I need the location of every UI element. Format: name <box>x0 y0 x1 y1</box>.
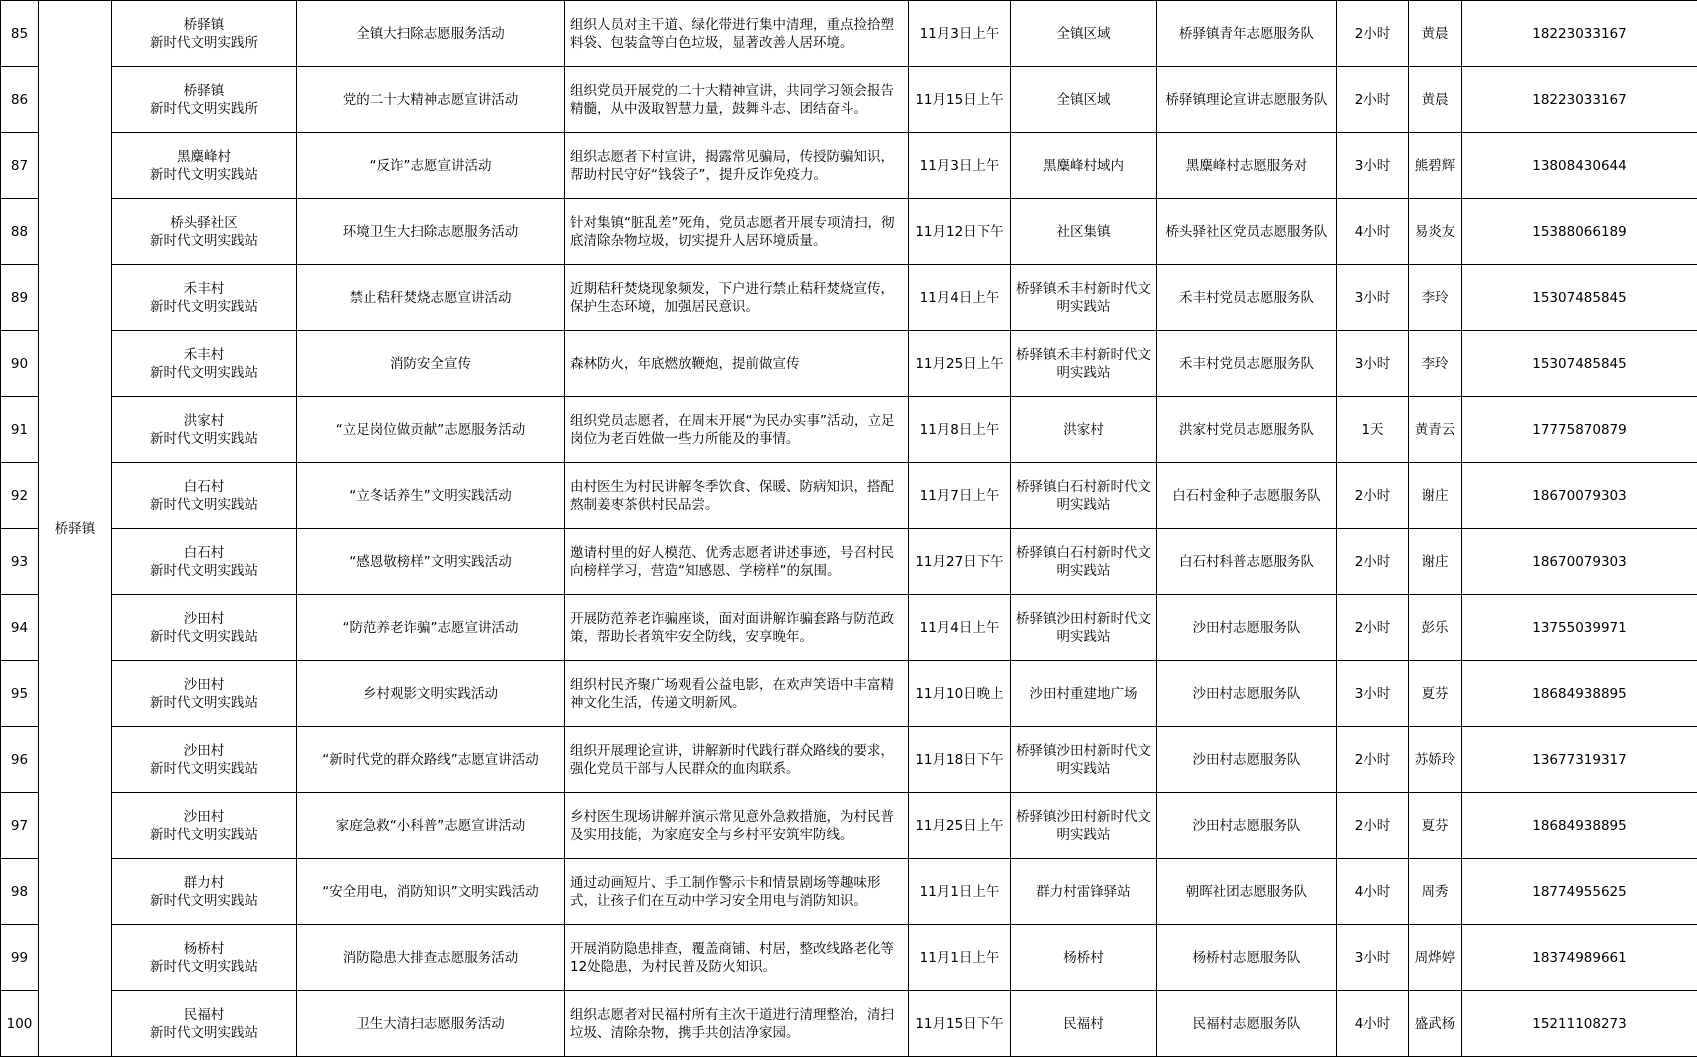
contact-phone: 13677319317 <box>1462 727 1697 793</box>
activity-place: 沙田村重建地广场 <box>1011 661 1157 727</box>
activity-place: 洪家村 <box>1011 397 1157 463</box>
activity-duration: 4小时 <box>1337 859 1409 925</box>
organizer-cell <box>112 529 297 595</box>
activity-name: “防范养老诈骗”志愿宣讲活动 <box>297 595 565 661</box>
activity-description: 组织党员志愿者，在周末开展“为民办实事”活动，立足岗位为老百姓做一些力所能及的事情。 <box>565 397 909 463</box>
row-number: 91 <box>1 397 39 463</box>
activity-duration: 2小时 <box>1337 529 1409 595</box>
activity-time: 11月8日上午 <box>909 397 1011 463</box>
row-number: 85 <box>1 1 39 67</box>
activity-time: 11月7日上午 <box>909 463 1011 529</box>
row-number: 95 <box>1 661 39 727</box>
volunteer-team: 沙田村志愿服务队 <box>1157 727 1337 793</box>
contact-person: 黄晨 <box>1409 1 1462 67</box>
activity-duration: 2小时 <box>1337 727 1409 793</box>
activity-duration: 2小时 <box>1337 463 1409 529</box>
activity-place: 社区集镇 <box>1011 199 1157 265</box>
volunteer-team: 禾丰村党员志愿服务队 <box>1157 265 1337 331</box>
activity-place: 桥驿镇沙田村新时代文明实践站 <box>1011 793 1157 859</box>
contact-person: 黄青云 <box>1409 397 1462 463</box>
row-number: 86 <box>1 67 39 133</box>
volunteer-team: 桥驿镇理论宣讲志愿服务队 <box>1157 67 1337 133</box>
contact-person: 夏芬 <box>1409 793 1462 859</box>
organizer-cell <box>112 1 297 67</box>
volunteer-team: 沙田村志愿服务队 <box>1157 595 1337 661</box>
contact-phone: 13755039971 <box>1462 595 1697 661</box>
organizer-name: 桥头驿社区 <box>170 214 238 231</box>
volunteer-team: 洪家村党员志愿服务队 <box>1157 397 1337 463</box>
table-row <box>1 1 1697 67</box>
volunteer-team: 桥驿镇青年志愿服务队 <box>1157 1 1337 67</box>
row-number: 87 <box>1 133 39 199</box>
contact-person: 彭乐 <box>1409 595 1462 661</box>
activity-time: 11月25日上午 <box>909 793 1011 859</box>
organizer-name: 群力村 <box>183 874 225 891</box>
contact-person: 周烨婷 <box>1409 925 1462 991</box>
contact-person: 夏芬 <box>1409 661 1462 727</box>
activity-place: 桥驿镇白石村新时代文明实践站 <box>1011 463 1157 529</box>
town-cell: 桥驿镇 <box>39 1 112 1057</box>
volunteer-team: 沙田村志愿服务队 <box>1157 661 1337 727</box>
contact-phone: 18684938895 <box>1462 793 1697 859</box>
table-row <box>1 661 1697 727</box>
activity-duration: 1天 <box>1337 397 1409 463</box>
organizer-cell <box>112 793 297 859</box>
organizer-type: 新时代文明实践站 <box>150 298 258 315</box>
organizer-type: 新时代文明实践站 <box>150 628 258 645</box>
volunteer-team: 白石村科普志愿服务队 <box>1157 529 1337 595</box>
organizer-name: 白石村 <box>183 478 225 495</box>
activity-place: 桥驿镇禾丰村新时代文明实践站 <box>1011 331 1157 397</box>
activity-name: “安全用电，消防知识”文明实践活动 <box>297 859 565 925</box>
organizer-name: 沙田村 <box>183 742 225 759</box>
activity-description: 由村医生为村民讲解冬季饮食、保暖、防病知识，搭配熬制姜枣茶供村民品尝。 <box>565 463 909 529</box>
contact-phone: 17775870879 <box>1462 397 1697 463</box>
activity-description: 通过动画短片、手工制作警示卡和情景剧场等趣味形式，让孩子们在互动中学习安全用电与消防知识。 <box>565 859 909 925</box>
organizer-type: 新时代文明实践所 <box>150 100 258 117</box>
table-row <box>1 859 1697 925</box>
table-row <box>1 67 1697 133</box>
activity-description: 森林防火，年底燃放鞭炮，提前做宣传 <box>565 331 909 397</box>
row-number: 99 <box>1 925 39 991</box>
activity-place: 黑麋峰村域内 <box>1011 133 1157 199</box>
contact-phone: 18670079303 <box>1462 463 1697 529</box>
table-row <box>1 463 1697 529</box>
activity-time: 11月12日下午 <box>909 199 1011 265</box>
organizer-cell <box>112 661 297 727</box>
activity-place: 桥驿镇白石村新时代文明实践站 <box>1011 529 1157 595</box>
organizer-type: 新时代文明实践站 <box>150 430 258 447</box>
volunteer-team: 沙田村志愿服务队 <box>1157 793 1337 859</box>
contact-person: 苏娇玲 <box>1409 727 1462 793</box>
organizer-cell <box>112 925 297 991</box>
activity-duration: 4小时 <box>1337 991 1409 1057</box>
table-row <box>1 397 1697 463</box>
activity-description: 组织志愿者下村宣讲，揭露常见骗局，传授防骗知识，帮助村民守好“钱袋子”，提升反诈免疫力。 <box>565 133 909 199</box>
activity-place: 杨桥村 <box>1011 925 1157 991</box>
contact-person: 谢庄 <box>1409 463 1462 529</box>
organizer-name: 沙田村 <box>183 676 225 693</box>
activity-name: “立冬话养生”文明实践活动 <box>297 463 565 529</box>
table-row <box>1 331 1697 397</box>
contact-person: 谢庄 <box>1409 529 1462 595</box>
activity-description: 组织人员对主干道、绿化带进行集中清理，重点捡拾塑料袋、包装盒等白色垃圾，显著改善人居环境。 <box>565 1 909 67</box>
volunteer-team: 白石村金种子志愿服务队 <box>1157 463 1337 529</box>
organizer-cell <box>112 991 297 1057</box>
activity-description: 近期秸秆焚烧现象频发，下户进行禁止秸秆焚烧宣传，保护生态环境，加强居民意识。 <box>565 265 909 331</box>
row-number: 94 <box>1 595 39 661</box>
organizer-name: 禾丰村 <box>183 280 225 297</box>
organizer-name: 桥驿镇 <box>183 16 225 33</box>
organizer-type: 新时代文明实践站 <box>150 694 258 711</box>
organizer-cell <box>112 67 297 133</box>
activity-name: 党的二十大精神志愿宣讲活动 <box>297 67 565 133</box>
activity-time: 11月4日上午 <box>909 265 1011 331</box>
organizer-cell <box>112 265 297 331</box>
organizer-cell <box>112 397 297 463</box>
activity-name: 家庭急救“小科普”志愿宣讲活动 <box>297 793 565 859</box>
organizer-cell <box>112 199 297 265</box>
organizer-cell <box>112 463 297 529</box>
organizer-type: 新时代文明实践站 <box>150 760 258 777</box>
activity-duration: 2小时 <box>1337 595 1409 661</box>
contact-phone: 18374989661 <box>1462 925 1697 991</box>
organizer-type: 新时代文明实践站 <box>150 958 258 975</box>
table-body <box>1 1 1697 1057</box>
activity-time: 11月15日下午 <box>909 991 1011 1057</box>
activity-time: 11月10日晚上 <box>909 661 1011 727</box>
organizer-type: 新时代文明实践站 <box>150 826 258 843</box>
activity-duration: 3小时 <box>1337 925 1409 991</box>
activity-description: 开展消防隐患排查，覆盖商铺、村居，整改线路老化等12处隐患，为村民普及防火知识。 <box>565 925 909 991</box>
organizer-type: 新时代文明实践站 <box>150 166 258 183</box>
contact-person: 李玲 <box>1409 265 1462 331</box>
organizer-name: 白石村 <box>183 544 225 561</box>
activity-name: 消防隐患大排查志愿服务活动 <box>297 925 565 991</box>
contact-person: 盛武杨 <box>1409 991 1462 1057</box>
activity-name: “新时代党的群众路线”志愿宣讲活动 <box>297 727 565 793</box>
table-row <box>1 199 1697 265</box>
activity-place: 群力村雷锋驿站 <box>1011 859 1157 925</box>
activity-description: 邀请村里的好人模范、优秀志愿者讲述事迹，号召村民向榜样学习，营造“知感恩、学榜样”的氛围。 <box>565 529 909 595</box>
activity-description: 组织志愿者对民福村所有主次干道进行清理整治，清扫垃圾、清除杂物，携手共创洁净家园。 <box>565 991 909 1057</box>
contact-phone: 18670079303 <box>1462 529 1697 595</box>
activity-duration: 2小时 <box>1337 793 1409 859</box>
organizer-cell <box>112 727 297 793</box>
table-row <box>1 991 1697 1057</box>
row-number: 93 <box>1 529 39 595</box>
contact-phone: 18774955625 <box>1462 859 1697 925</box>
contact-phone: 15307485845 <box>1462 331 1697 397</box>
organizer-type: 新时代文明实践站 <box>150 232 258 249</box>
activity-name: 乡村观影文明实践活动 <box>297 661 565 727</box>
row-number: 97 <box>1 793 39 859</box>
contact-phone: 15211108273 <box>1462 991 1697 1057</box>
activity-name: “立足岗位做贡献”志愿服务活动 <box>297 397 565 463</box>
volunteer-team: 杨桥村志愿服务队 <box>1157 925 1337 991</box>
table-row <box>1 925 1697 991</box>
contact-phone: 18684938895 <box>1462 661 1697 727</box>
activity-place: 桥驿镇沙田村新时代文明实践站 <box>1011 727 1157 793</box>
organizer-name: 黑麋峰村 <box>177 148 231 165</box>
table-row <box>1 793 1697 859</box>
activity-description: 组织开展理论宣讲，讲解新时代践行群众路线的要求，强化党员干部与人民群众的血肉联系。 <box>565 727 909 793</box>
organizer-name: 禾丰村 <box>183 346 225 363</box>
organizer-type: 新时代文明实践站 <box>150 364 258 381</box>
activity-duration: 3小时 <box>1337 331 1409 397</box>
contact-person: 黄晨 <box>1409 67 1462 133</box>
activity-place: 桥驿镇沙田村新时代文明实践站 <box>1011 595 1157 661</box>
table-row <box>1 595 1697 661</box>
activity-time: 11月4日上午 <box>909 595 1011 661</box>
row-number: 96 <box>1 727 39 793</box>
activity-duration: 3小时 <box>1337 265 1409 331</box>
contact-phone: 18223033167 <box>1462 1 1697 67</box>
row-number: 98 <box>1 859 39 925</box>
table-row <box>1 133 1697 199</box>
contact-phone: 15388066189 <box>1462 199 1697 265</box>
activity-duration: 3小时 <box>1337 661 1409 727</box>
organizer-name: 桥驿镇 <box>183 82 225 99</box>
activity-time: 11月27日下午 <box>909 529 1011 595</box>
organizer-name: 沙田村 <box>183 610 225 627</box>
activity-time: 11月1日上午 <box>909 859 1011 925</box>
activity-name: “反诈”志愿宣讲活动 <box>297 133 565 199</box>
organizer-cell <box>112 595 297 661</box>
table-row <box>1 265 1697 331</box>
organizer-type: 新时代文明实践站 <box>150 1024 258 1041</box>
volunteer-team: 黑麋峰村志愿服务对 <box>1157 133 1337 199</box>
organizer-type: 新时代文明实践站 <box>150 562 258 579</box>
activity-description: 针对集镇“脏乱差”死角，党员志愿者开展专项清扫，彻底清除杂物垃圾，切实提升人居环境质量。 <box>565 199 909 265</box>
contact-phone: 18223033167 <box>1462 67 1697 133</box>
organizer-name: 杨桥村 <box>183 940 225 957</box>
activity-description: 开展防范养老诈骗座谈，面对面讲解诈骗套路与防范政策，帮助长者筑牢安全防线，安享晚年。 <box>565 595 909 661</box>
activity-description: 组织村民齐聚广场观看公益电影，在欢声笑语中丰富精神文化生活，传递文明新风。 <box>565 661 909 727</box>
table-row <box>1 727 1697 793</box>
contact-person: 李玲 <box>1409 331 1462 397</box>
volunteer-team: 禾丰村党员志愿服务队 <box>1157 331 1337 397</box>
row-number: 92 <box>1 463 39 529</box>
activity-name: 全镇大扫除志愿服务活动 <box>297 1 565 67</box>
organizer-name: 民福村 <box>183 1006 225 1023</box>
activity-description: 乡村医生现场讲解并演示常见意外急救措施，为村民普及实用技能，为家庭安全与乡村平安筑牢防线。 <box>565 793 909 859</box>
activity-name: 环境卫生大扫除志愿服务活动 <box>297 199 565 265</box>
organizer-name: 沙田村 <box>183 808 225 825</box>
row-number: 90 <box>1 331 39 397</box>
activity-place: 民福村 <box>1011 991 1157 1057</box>
contact-person: 易炎友 <box>1409 199 1462 265</box>
activity-name: 禁止秸秆焚烧志愿宣讲活动 <box>297 265 565 331</box>
organizer-type: 新时代文明实践所 <box>150 34 258 51</box>
table-row <box>1 529 1697 595</box>
activity-duration: 3小时 <box>1337 133 1409 199</box>
activity-time: 11月18日下午 <box>909 727 1011 793</box>
activity-time: 11月3日上午 <box>909 133 1011 199</box>
contact-phone: 13808430644 <box>1462 133 1697 199</box>
contact-phone: 15307485845 <box>1462 265 1697 331</box>
activity-time: 11月1日上午 <box>909 925 1011 991</box>
activity-time: 11月3日上午 <box>909 1 1011 67</box>
organizer-cell <box>112 331 297 397</box>
activity-name: 消防安全宣传 <box>297 331 565 397</box>
activity-name: 卫生大清扫志愿服务活动 <box>297 991 565 1057</box>
organizer-type: 新时代文明实践站 <box>150 892 258 909</box>
activity-duration: 2小时 <box>1337 1 1409 67</box>
activity-place: 桥驿镇禾丰村新时代文明实践站 <box>1011 265 1157 331</box>
activity-time: 11月25日上午 <box>909 331 1011 397</box>
activity-place: 全镇区域 <box>1011 1 1157 67</box>
organizer-type: 新时代文明实践站 <box>150 496 258 513</box>
organizer-name: 洪家村 <box>183 412 225 429</box>
contact-person: 熊碧辉 <box>1409 133 1462 199</box>
organizer-cell <box>112 133 297 199</box>
activity-duration: 4小时 <box>1337 199 1409 265</box>
volunteer-team: 桥头驿社区党员志愿服务队 <box>1157 199 1337 265</box>
activity-duration: 2小时 <box>1337 67 1409 133</box>
activity-description: 组织党员开展党的二十大精神宣讲，共同学习领会报告精髓，从中汲取智慧力量，鼓舞斗志、团结奋斗。 <box>565 67 909 133</box>
row-number: 88 <box>1 199 39 265</box>
activity-name: “感恩敬榜样”文明实践活动 <box>297 529 565 595</box>
activity-place: 全镇区域 <box>1011 67 1157 133</box>
volunteer-team: 民福村志愿服务队 <box>1157 991 1337 1057</box>
row-number: 89 <box>1 265 39 331</box>
row-number: 100 <box>1 991 39 1057</box>
volunteer-team: 朝晖社团志愿服务队 <box>1157 859 1337 925</box>
activity-time: 11月15日上午 <box>909 67 1011 133</box>
organizer-cell <box>112 859 297 925</box>
contact-person: 周秀 <box>1409 859 1462 925</box>
